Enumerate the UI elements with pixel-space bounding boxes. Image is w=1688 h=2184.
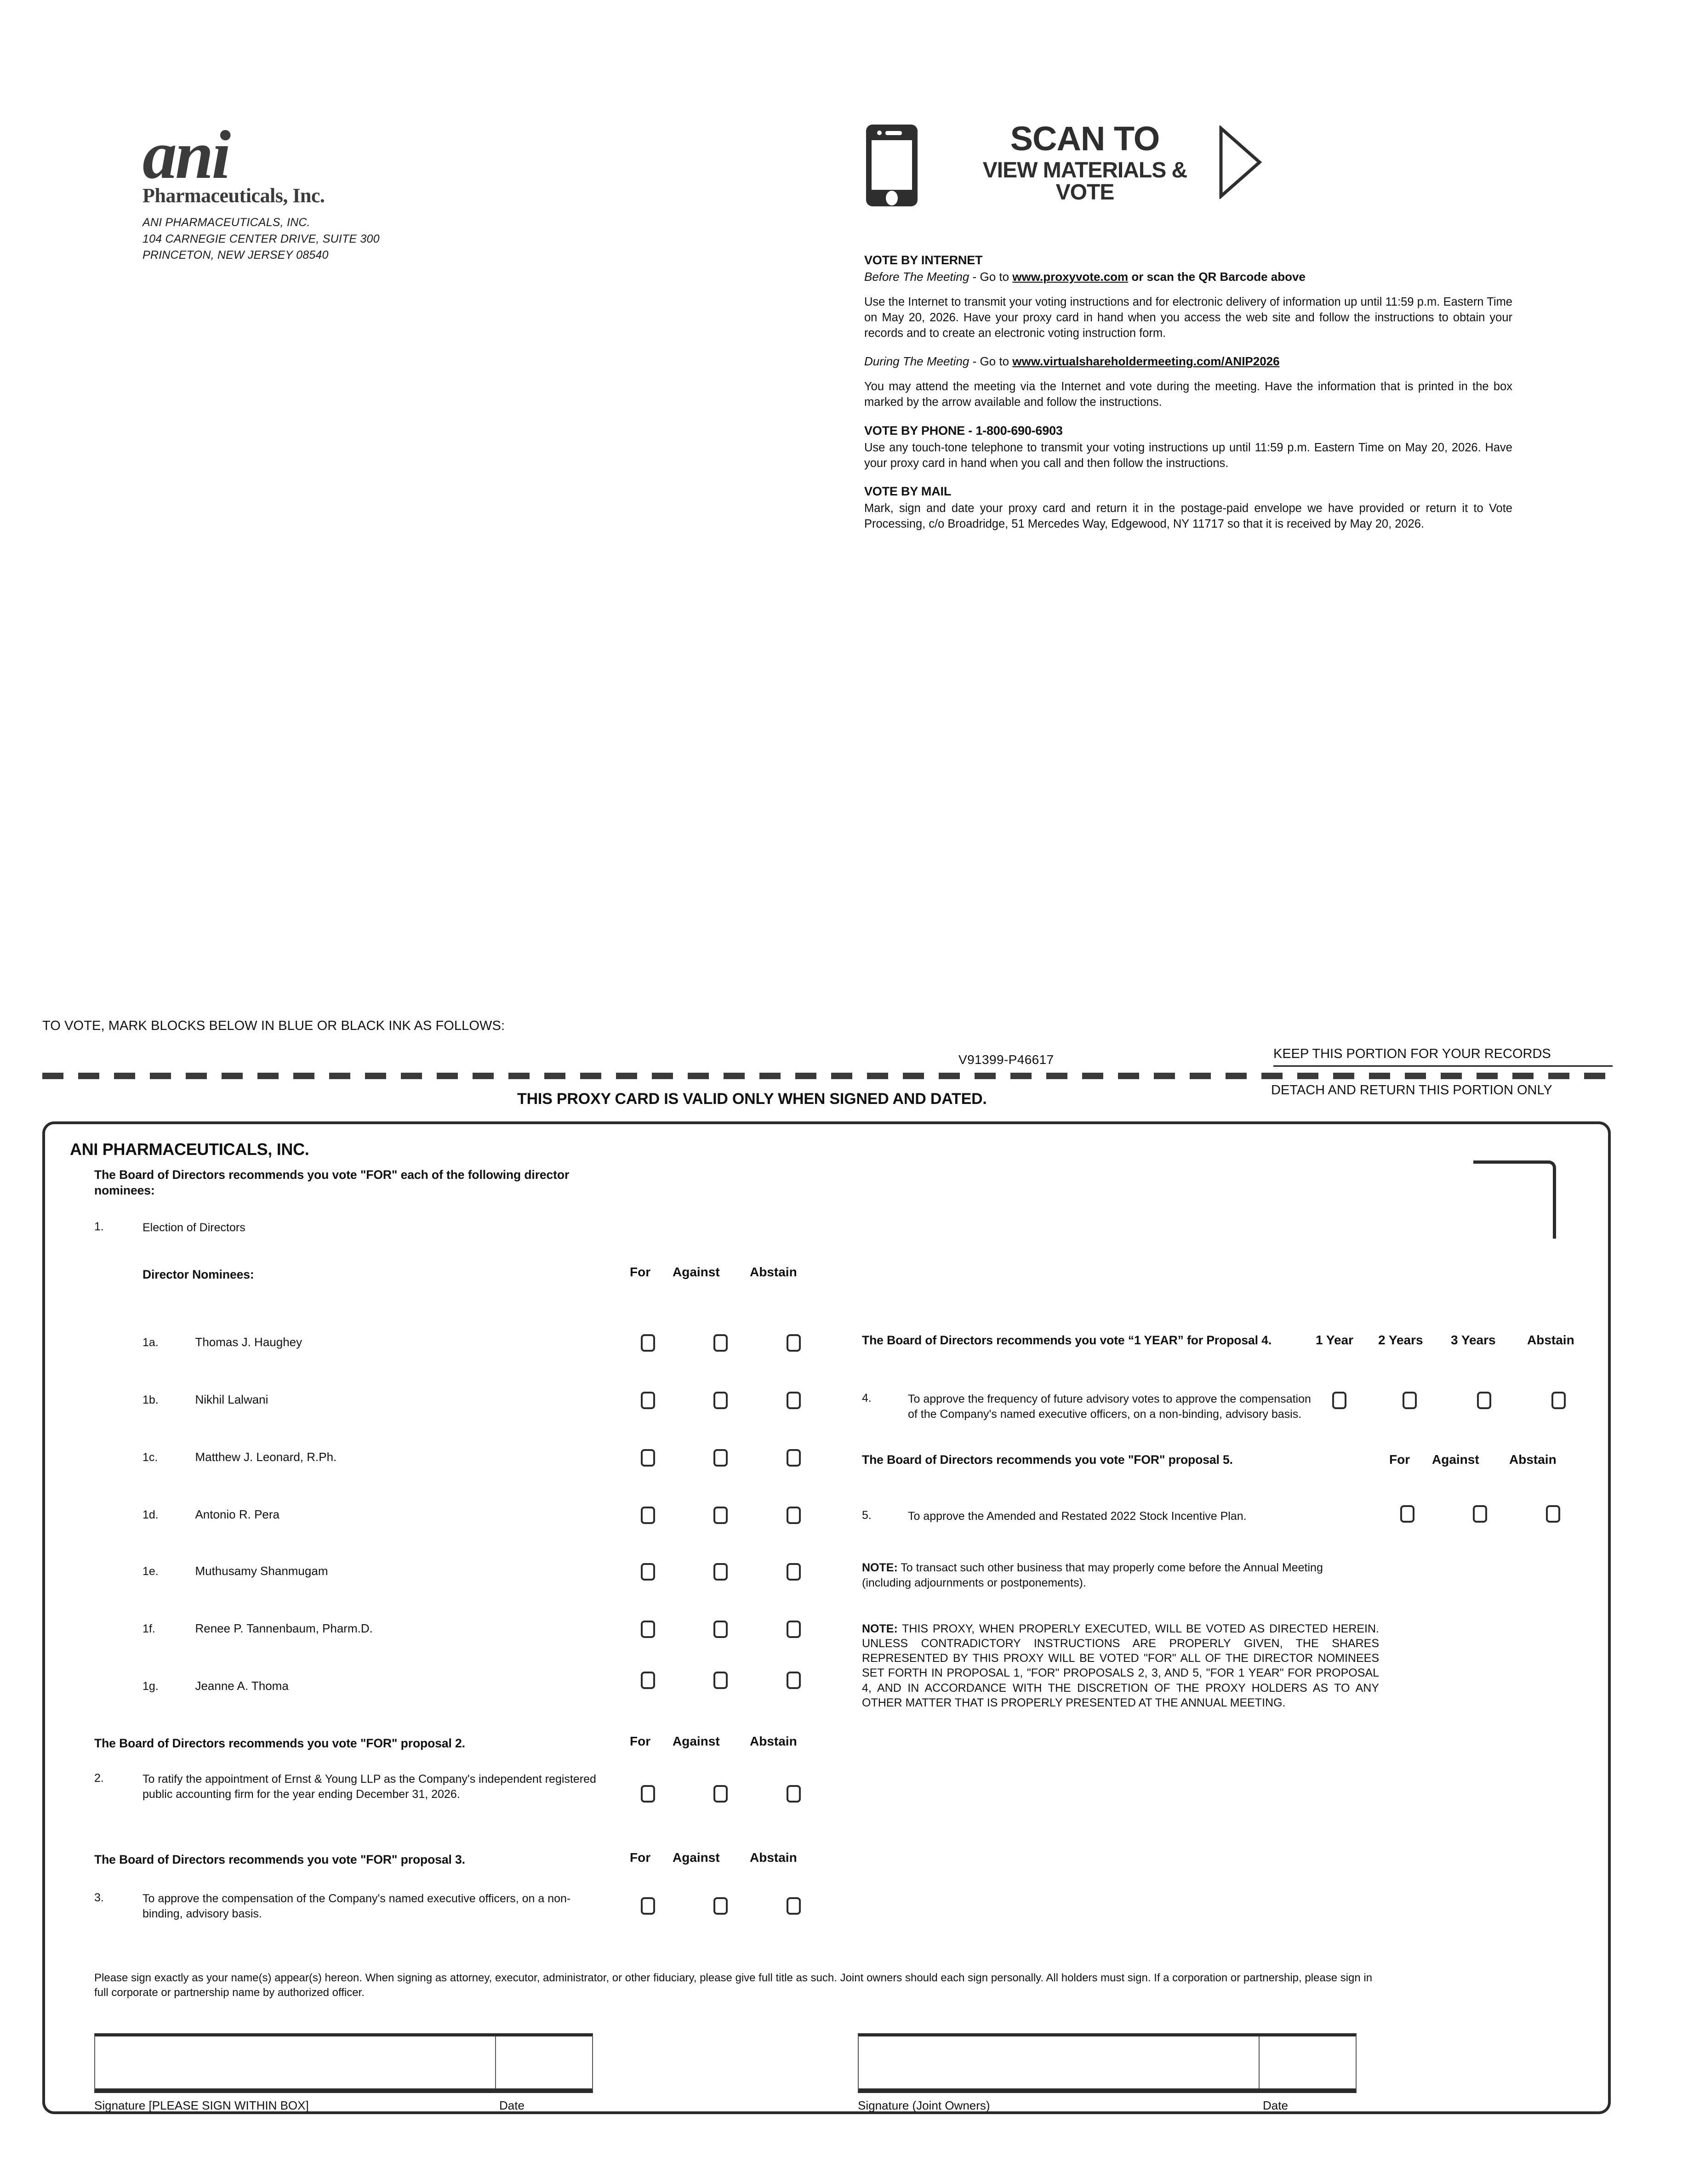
nominee-row-1e (143, 1564, 328, 1578)
checkbox-prop3-for[interactable] (641, 1897, 655, 1915)
proposal-5-recommendation: The Board of Directors recommends you vote "FOR" proposal 5. (862, 1453, 1233, 1467)
keep-portion-underline (1273, 1065, 1613, 1067)
company-name: ANI PHARMACEUTICALS, INC. (143, 216, 310, 229)
internet-during-body: You may attend the meeting via the Internet and vote during the meeting. Have the information that is printed in the box marked by the arrow available and follow the instructions. (864, 380, 1512, 409)
logo-subtitle: Pharmaceuticals, Inc. (143, 184, 325, 207)
checkbox-1f-against[interactable] (713, 1621, 728, 1638)
control-number: V91399-P46617 (958, 1052, 1054, 1067)
nominees-col-for: For (630, 1265, 651, 1279)
proposal-1-text: Election of Directors (143, 1221, 245, 1234)
signature-date-label-joint: Date (1263, 2099, 1288, 2112)
nominee-key-1g: 1g. (143, 1680, 159, 1693)
proposal-1-number: 1. (94, 1220, 104, 1233)
proposal-3-recommendation: The Board of Directors recommends you vote "FOR" proposal 3. (94, 1853, 465, 1866)
checkbox-prop4-3years[interactable] (1477, 1392, 1491, 1409)
proposal-4-number: 4. (862, 1392, 872, 1405)
checkbox-prop2-abstain[interactable] (787, 1785, 801, 1803)
nominee-key-1c: 1c. (143, 1451, 158, 1464)
triangle-arrow-icon (1218, 125, 1262, 201)
vote-by-mail-section (864, 483, 1512, 532)
nominee-key-1b: 1b. (143, 1393, 159, 1406)
checkbox-1g-for[interactable] (641, 1672, 655, 1689)
proposal-2-text: To ratify the appointment of Ernst & Young LLP as the Company's independent registered public accounting firm for the year ending December 31, 2026. (143, 1773, 596, 1801)
control-number-corner-bracket (1473, 1160, 1556, 1239)
proxyvote-link[interactable]: www.proxyvote.com (1012, 270, 1129, 284)
to-vote-instruction: TO VOTE, MARK BLOCKS BELOW IN BLUE OR BLACK INK AS FOLLOWS: (42, 1018, 505, 1033)
proposal-4-text: To approve the frequency of future advisory votes to approve the compensation of the Company's named executive officers, on a non-binding, advisory basis. (908, 1393, 1311, 1421)
signature-instructions: Please sign exactly as your name(s) appear(s) hereon. When signing as attorney, executor, administrator, or other fiduciary, please give full title as such. Joint owners should each sign personally. All holders must sign. If a corporation or partnership, please sign in full corporate or partnership name by authorized officer. (94, 1972, 1373, 1999)
prop5-col-abstain: Abstain (1509, 1452, 1557, 1467)
vote-by-phone-body: Use any touch-tone telephone to transmit your voting instructions up until 11:59 p.m. Eastern Time on May 20, 2026. Have your proxy card in hand when you call and then follow the instructions. (864, 441, 1512, 470)
nominee-key-1d: 1d. (143, 1508, 159, 1521)
keep-portion-label: KEEP THIS PORTION FOR YOUR RECORDS (1273, 1046, 1551, 1061)
virtualshareholdermeeting-link[interactable]: www.virtualshareholdermeeting.com/ANIP2026 (1012, 354, 1280, 369)
during-meeting-line (864, 353, 1512, 370)
checkbox-1a-abstain[interactable] (787, 1334, 801, 1352)
valid-only-notice: THIS PROXY CARD IS VALID ONLY WHEN SIGNED AND DATED. (517, 1090, 987, 1108)
checkbox-1c-for[interactable] (641, 1449, 655, 1467)
note-2-label: NOTE: (862, 1622, 898, 1635)
prop4-col-3years: 3 Years (1451, 1333, 1496, 1347)
nominee-row-1a (143, 1335, 302, 1349)
vote-by-phone-heading: VOTE BY PHONE - 1-800-690-6903 (864, 423, 1063, 438)
detach-dashed-line (42, 1073, 1614, 1079)
signature-date-divider-primary (495, 2036, 496, 2088)
signature-label-primary: Signature [PLEASE SIGN WITHIN BOX] (94, 2099, 309, 2112)
checkbox-1d-against[interactable] (713, 1507, 728, 1524)
proposal-5-text: To approve the Amended and Restated 2022 Stock Incentive Plan. (908, 1510, 1247, 1523)
checkbox-prop2-for[interactable] (641, 1785, 655, 1803)
checkbox-1g-against[interactable] (713, 1672, 728, 1689)
checkbox-prop2-against[interactable] (713, 1785, 728, 1803)
prop3-col-for: For (630, 1850, 651, 1865)
nominee-name-1b: Nikhil Lalwani (195, 1393, 268, 1406)
before-meeting-line (864, 269, 1512, 285)
proposal-3-number: 3. (94, 1891, 104, 1904)
prop3-col-against: Against (673, 1850, 720, 1865)
proposal-5-number: 5. (862, 1509, 872, 1522)
during-meeting-mid: - Go to (969, 354, 1013, 369)
nominees-col-against: Against (673, 1265, 720, 1279)
prop2-col-abstain: Abstain (750, 1734, 797, 1748)
checkbox-1f-for[interactable] (641, 1621, 655, 1638)
checkbox-prop3-against[interactable] (713, 1897, 728, 1915)
checkbox-prop5-abstain[interactable] (1546, 1505, 1560, 1523)
checkbox-1d-abstain[interactable] (787, 1507, 801, 1524)
signature-date-divider-joint (1259, 2036, 1260, 2088)
internet-before-body: Use the Internet to transmit your voting instructions and for electronic delivery of information up until 11:59 p.m. Eastern Time on May 20, 2026. Have your proxy card in hand when you access the web site and follow the instructions to obtain your records and to create an electronic voting instruction form. (864, 296, 1512, 340)
vote-by-mail-body: Mark, sign and date your proxy card and return it in the postage-paid envelope we have provided or return it to Vote Processing, c/o Broadridge, 51 Mercedes Way, Edgewood, NY 11717 so that it is received by May 20, 2026. (864, 502, 1512, 531)
scan-to-subtitle: VIEW MATERIALS & VOTE (982, 158, 1187, 205)
nominees-col-abstain: Abstain (750, 1265, 797, 1279)
nominee-key-1f: 1f. (143, 1622, 155, 1635)
nominee-row-1f (143, 1621, 373, 1636)
checkbox-1c-abstain[interactable] (787, 1449, 801, 1467)
checkbox-1f-abstain[interactable] (787, 1621, 801, 1638)
company-address-line1: 104 CARNEGIE CENTER DRIVE, SUITE 300 (143, 232, 380, 245)
note-2-text: THIS PROXY, WHEN PROPERLY EXECUTED, WILL BE VOTED AS DIRECTED HEREIN. UNLESS CONTRADICTORY INSTRUCTIONS ARE PROPERLY GIVEN, THE SHARES REPRESENTED BY THIS PROXY WILL BE VOTED "FOR" ALL OF THE DIRECTOR NOMINEES SET FORTH IN PROPOSAL 1, "FOR" PROPOSALS 2, 3, AND 5, "FOR 1 YEAR" FOR PROPOSAL 4, AND IN ACCORDANCE WITH THE DISCRETION OF THE PROXY HOLDERS AS TO ANY OTHER MATTER THAT IS PROPERLY PRESENTED AT THE ANNUAL MEETING. (862, 1622, 1379, 1709)
signature-label-joint: Signature (Joint Owners) (858, 2099, 990, 2112)
checkbox-prop5-for[interactable] (1400, 1505, 1414, 1523)
checkbox-1b-abstain[interactable] (787, 1392, 801, 1409)
detach-portion-label: DETACH AND RETURN THIS PORTION ONLY (1271, 1083, 1552, 1098)
signature-date-label-primary: Date (499, 2099, 525, 2112)
checkbox-1a-against[interactable] (713, 1334, 728, 1352)
before-meeting-mid: - Go to (969, 270, 1013, 284)
checkbox-1d-for[interactable] (641, 1507, 655, 1524)
prop4-col-2years: 2 Years (1378, 1333, 1423, 1347)
signature-box-primary[interactable] (94, 2033, 593, 2093)
nominee-key-1a: 1a. (143, 1336, 159, 1349)
proxy-card-container (42, 1121, 1611, 2114)
vote-by-phone-section (864, 422, 1512, 471)
nominee-name-1d: Antonio R. Pera (195, 1507, 280, 1521)
before-meeting-tail: or scan the QR Barcode above (1128, 270, 1306, 284)
note-1-text: To transact such other business that may properly come before the Annual Meeting (including adjournments or postponements). (862, 1561, 1323, 1589)
vote-by-mail-heading: VOTE BY MAIL (864, 484, 952, 499)
checkbox-1b-against[interactable] (713, 1392, 728, 1409)
vote-by-internet-section (864, 252, 1512, 410)
prop5-col-against: Against (1432, 1452, 1479, 1467)
nominee-row-1d (143, 1507, 279, 1522)
directors-recommendation-heading: The Board of Directors recommends you vote "FOR" each of the following director nominees: (94, 1168, 570, 1197)
scan-to-title: SCAN TO (1010, 119, 1160, 158)
vote-by-internet-heading: VOTE BY INTERNET (864, 253, 983, 267)
signature-box-joint[interactable] (858, 2033, 1357, 2093)
nominee-row-1g (143, 1679, 289, 1693)
prop4-col-1year: 1 Year (1316, 1333, 1354, 1347)
nominee-name-1e: Muthusamy Shanmugam (195, 1564, 328, 1578)
prop5-col-for: For (1389, 1452, 1410, 1467)
checkbox-1a-for[interactable] (641, 1334, 655, 1352)
checkbox-1c-against[interactable] (713, 1449, 728, 1467)
proposal-2-recommendation: The Board of Directors recommends you vote "FOR" proposal 2. (94, 1736, 465, 1750)
nominee-key-1e: 1e. (143, 1565, 159, 1578)
mobile-phone-icon (864, 123, 919, 210)
before-meeting-label: Before The Meeting (864, 270, 969, 284)
during-meeting-label: During The Meeting (864, 354, 969, 369)
checkbox-1e-abstain[interactable] (787, 1563, 801, 1581)
vote-instructions (864, 252, 1512, 532)
checkbox-prop4-abstain[interactable] (1551, 1392, 1566, 1409)
prop4-col-abstain: Abstain (1527, 1333, 1574, 1347)
prop3-col-abstain: Abstain (750, 1850, 797, 1865)
proposal-2-number: 2. (94, 1772, 104, 1785)
nominee-name-1f: Renee P. Tannenbaum, Pharm.D. (195, 1621, 373, 1635)
nominee-name-1a: Thomas J. Haughey (195, 1335, 302, 1349)
nominee-name-1c: Matthew J. Leonard, R.Ph. (195, 1450, 337, 1464)
note-1-label: NOTE: (862, 1561, 898, 1574)
checkbox-1g-abstain[interactable] (787, 1672, 801, 1689)
checkbox-prop4-1year[interactable] (1332, 1392, 1346, 1409)
checkbox-1e-against[interactable] (713, 1563, 728, 1581)
director-nominees-label: Director Nominees: (143, 1268, 254, 1281)
note-2 (862, 1621, 1379, 1710)
checkbox-1b-for[interactable] (641, 1392, 655, 1409)
nominee-name-1g: Jeanne A. Thoma (195, 1679, 289, 1693)
scan-to-header (864, 117, 1324, 209)
proposal-3-text: To approve the compensation of the Company's named executive officers, on a non-binding, advisory basis. (143, 1892, 571, 1920)
note-1 (862, 1560, 1374, 1590)
company-logo-block (143, 117, 400, 264)
checkbox-prop4-2years[interactable] (1403, 1392, 1417, 1409)
proxy-card-title: ANI PHARMACEUTICALS, INC. (70, 1140, 309, 1159)
nominee-row-1c (143, 1450, 336, 1464)
logo-wordmark: ani (143, 117, 229, 193)
prop2-col-against: Against (673, 1734, 720, 1748)
checkbox-prop3-abstain[interactable] (787, 1897, 801, 1915)
checkbox-1e-for[interactable] (641, 1563, 655, 1581)
nominee-row-1b (143, 1393, 268, 1407)
prop2-col-for: For (630, 1734, 651, 1748)
checkbox-prop5-against[interactable] (1473, 1505, 1487, 1523)
proposal-4-recommendation: The Board of Directors recommends you vote “1 YEAR” for Proposal 4. (862, 1333, 1272, 1347)
company-address-line2: PRINCETON, NEW JERSEY 08540 (143, 249, 329, 262)
